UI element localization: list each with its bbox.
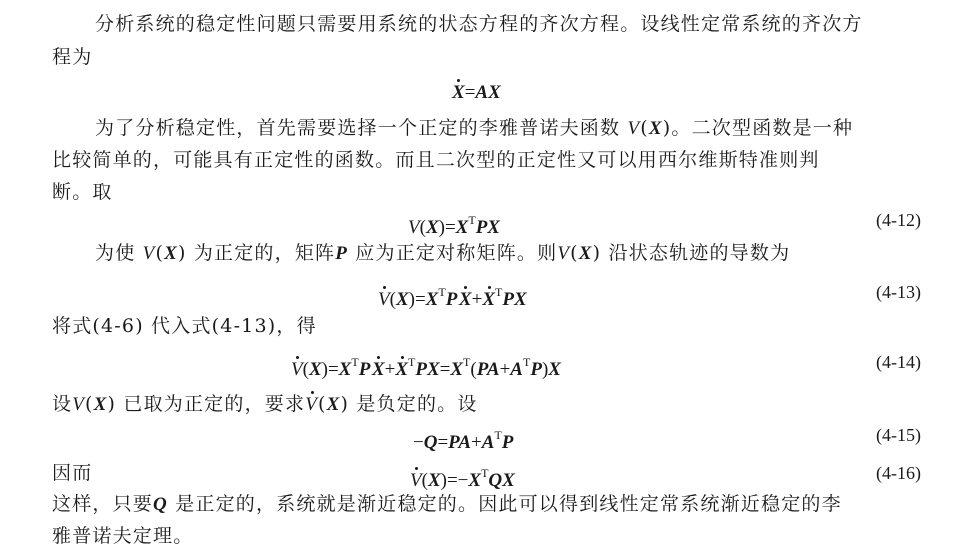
math-inline: V [305,394,318,415]
math-inline: X [648,118,663,139]
text-line: 因而 [52,462,93,484]
text-line: 断。取 [52,181,113,203]
math-inline: V [627,118,641,139]
equation-state: X=AX [452,82,501,103]
text-line: 设V(X) 已取为正定的，要求V(X) 是负定的。设 [52,393,478,415]
math-inline: X [326,394,341,415]
text-segment: 为了分析稳定性，首先需要选择一个正定的李雅普诺夫函数 [95,117,621,139]
text-line: 为使 V(X) 为正定的，矩阵P 应为正定对称矩阵。则V(X) 沿状态轨迹的导数为 [95,242,791,264]
text-segment: 是正定的，系统就是渐近稳定的。因此可以得到线性定常系统渐近稳定的李 [175,493,842,515]
equation-number: (4-14) [876,352,921,372]
equation-4-13: $V(X)=X^TP$ $X+X^TPX$ [378,285,527,310]
math-inline: Q [153,494,168,515]
text-line: 比较简单的，可能具有正定性的函数。而且二次型的正定性又可以用西尔维斯特准则判 [52,149,820,171]
math-inline: X [164,243,178,264]
text-line: 为了分析稳定性，首先需要选择一个正定的李雅普诺夫函数 V(X)。二次型函数是一种 [95,117,854,139]
equation-4-15: $-Q=PA+A^TP$ [413,428,514,453]
text-segment: 这样，只要 [52,493,154,515]
text-segment: 。二次型函数是一种 [671,117,854,139]
equation-4-14: $V(X)=X^TP$ $X+X^TPX=X^T(PA+A^TP)X$ [291,355,561,380]
equation-number: (4-13) [876,282,921,302]
math-inline: V [142,243,156,264]
text-line: 程为 [52,46,93,68]
equation-number: (4-12) [876,210,921,230]
equation-number: (4-15) [876,425,921,445]
text-segment: 已取为正定的，要求 [123,393,306,415]
text-segment: 是负定的。设 [356,393,478,415]
text-line: 雅普诺夫定理。 [52,525,194,547]
equation-4-12: $V(X)=X^TPX$ [408,213,500,238]
equation-number: (4-16) [876,463,921,483]
math-inline: X [93,394,108,415]
text-line: 分析系统的稳定性问题只需要用系统的状态方程的齐次方程。设线性定常系统的齐次方 [95,13,863,35]
text-segment: 设 [52,393,73,415]
text-segment: 为使 [95,242,136,264]
text-segment: 应为正定对称矩阵。则 [355,242,558,264]
math-inline: V [72,394,86,415]
text-line: 将式(4-6) 代入式(4-13)，得 [52,315,317,337]
math-inline: V [557,243,571,264]
math-inline: X [578,243,593,264]
text-line [52,492,842,517]
equation-4-16: $V(X)=-X^TQX$ [410,466,515,491]
math-inline: P [335,243,349,264]
text-segment: 沿状态轨迹的导数为 [608,242,791,264]
text-segment: 为正定的，矩阵 [193,242,336,264]
